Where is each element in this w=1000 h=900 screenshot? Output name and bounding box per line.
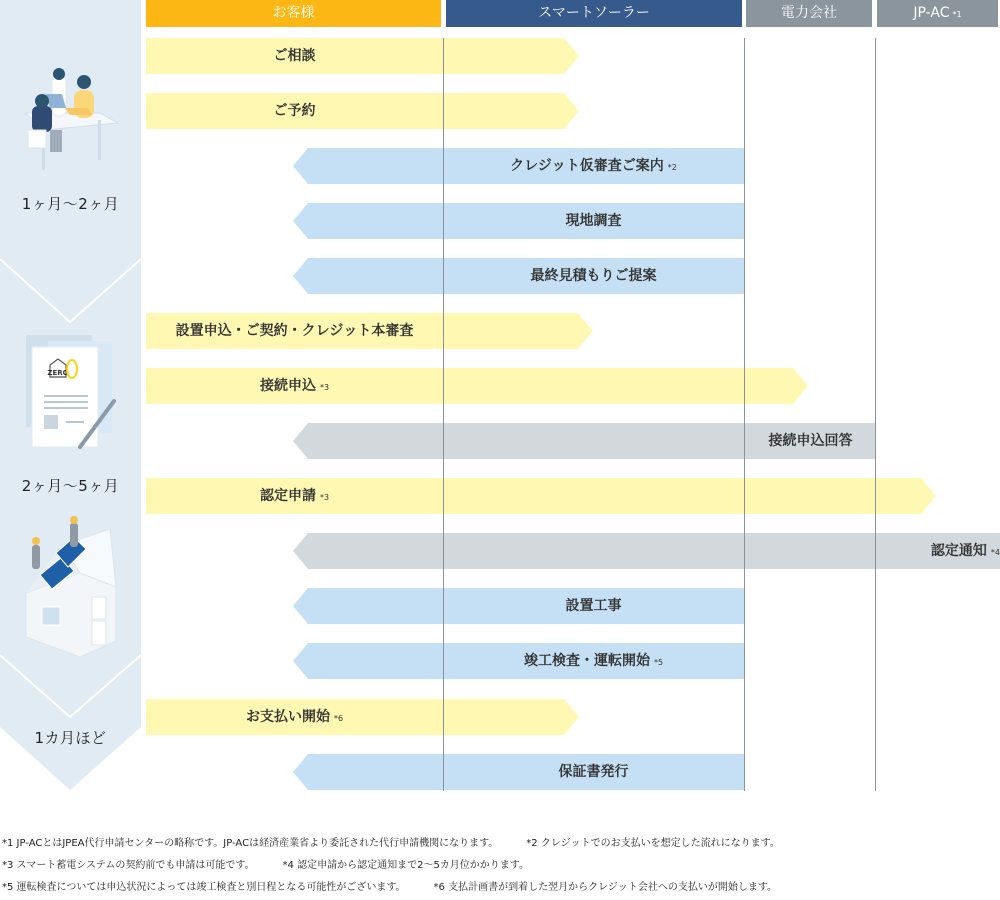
phase-period-3: 1カ月ほど bbox=[34, 729, 107, 747]
step-certification-application: 認定申請 *3 bbox=[146, 478, 936, 514]
column-divider-3 bbox=[875, 38, 876, 791]
step-installation-contract: 設置申込・ご契約・クレジット本審査 bbox=[146, 313, 593, 349]
footnote-line-3: *5 運転検査については申込状況によっては竣工検査と別日程となる可能性がございます。 *6 支払計画書が到着した翌月からクレジット会社への支払いが開始します。 bbox=[2, 882, 778, 893]
phase-period-1: 1ヶ月〜2ヶ月 bbox=[21, 195, 120, 213]
solar-installation-icon bbox=[22, 515, 122, 657]
contract-document-icon bbox=[22, 335, 118, 450]
column-header-power-company: 電力会社 bbox=[746, 0, 872, 27]
step-installation-work: 設置工事 bbox=[293, 588, 744, 624]
phase-period-2: 2ヶ月〜5ヶ月 bbox=[21, 477, 120, 495]
footnote-line-1: *1 JP-ACとはJPEA代行申請センターの略称です。JP-ACは経済産業省より委託された代行申請機関になります。 *2 クレジットでのお支払いを想定した流れになります。 bbox=[2, 838, 780, 849]
step-final-estimate: 最終見積もりご提案 bbox=[293, 258, 744, 294]
step-connection-application: 接続申込 *3 bbox=[146, 368, 808, 404]
column-divider-1 bbox=[443, 38, 444, 791]
column-header-customer: お客様 bbox=[146, 0, 441, 27]
step-reservation: ご予約 bbox=[146, 93, 579, 129]
step-consultation: ご相談 bbox=[146, 38, 579, 74]
footnote-line-2: *3 スマート蓄電システムの契約前でも申請は可能です。 *4 認定申請から認定通知まで2〜5カ月位かかります。 bbox=[2, 860, 530, 871]
step-credit-pre-screening: クレジット仮審査ご案内 *2 bbox=[293, 148, 744, 184]
step-certification-notice: 認定通知 *4 bbox=[293, 533, 1000, 569]
step-payment-start: お支払い開始 *6 bbox=[146, 699, 579, 735]
column-divider-2 bbox=[744, 38, 745, 791]
step-site-survey: 現地調査 bbox=[293, 203, 744, 239]
step-warranty-issuance: 保証書発行 bbox=[293, 754, 744, 790]
column-header-jp-ac: JP-AC *1 bbox=[877, 0, 998, 27]
timeline-sidebar bbox=[0, 0, 141, 800]
consultation-meeting-icon bbox=[20, 68, 120, 178]
column-header-smart-solar: スマートソーラー bbox=[446, 0, 742, 27]
step-connection-response: 接続申込回答 bbox=[293, 423, 875, 459]
svg-text:ZERO: ZERO bbox=[47, 369, 69, 377]
step-completion-inspection: 竣工検査・運転開始 *5 bbox=[293, 643, 744, 679]
